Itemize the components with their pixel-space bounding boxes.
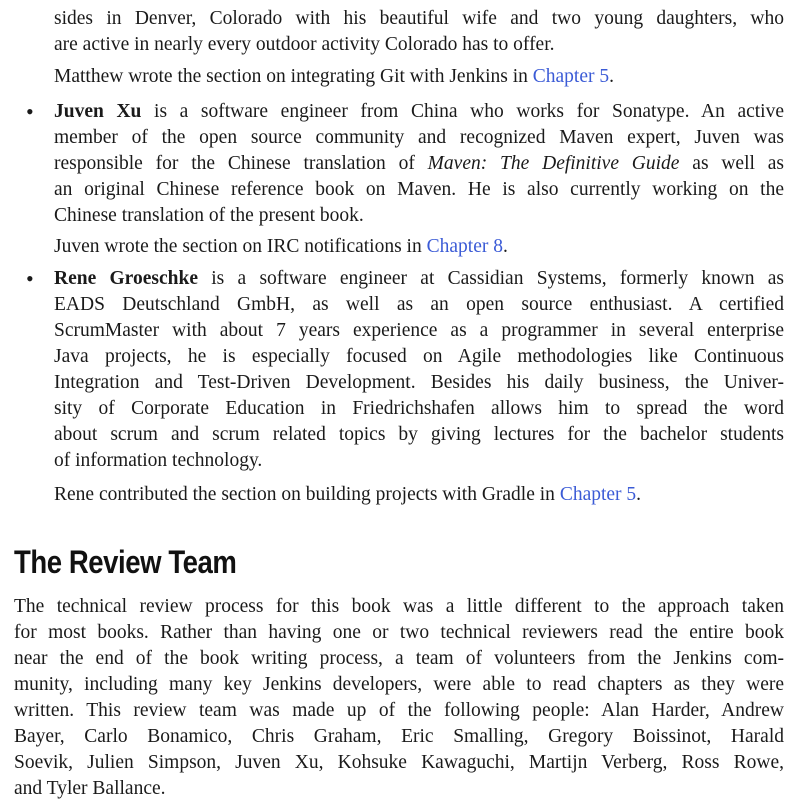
- text-line: an original Chinese reference book on Maven. He is also currently working on the: [54, 179, 784, 200]
- note-punct: .: [609, 66, 614, 87]
- contributor-name: Rene Groeschke: [54, 268, 198, 289]
- chapter-5-link[interactable]: Chapter 5: [559, 484, 637, 505]
- bio-text: is a software engineer from China who works for Sonatype. An active: [141, 101, 784, 122]
- note-punct: .: [636, 484, 642, 505]
- text-line: member of the open source community and recognized Maven expert, Juven was: [54, 127, 784, 148]
- text-line: for most books. Rather than having one or two technical reviewers read the entire book: [14, 622, 784, 643]
- bio-text: responsible for the Chinese translation of: [54, 153, 428, 174]
- text-line: of information technology.: [54, 450, 263, 471]
- text-line: [54, 266, 784, 292]
- review-team-paragraph: [14, 594, 784, 800]
- bio-juven-xu: [26, 99, 784, 229]
- text-line: about scrum and scrum related topics by giving lectures for the bachelor students: [54, 424, 784, 445]
- text-line: Chinese translation of the present book.: [54, 205, 364, 226]
- juven-contribution-note: [54, 234, 784, 260]
- contributor-name: Juven Xu: [54, 101, 142, 122]
- note-punct: .: [502, 236, 508, 257]
- text-line: Integration and Test-Driven Development. Besides his daily business, the Univer-: [54, 372, 784, 393]
- text-line: [54, 151, 784, 177]
- text-line: [54, 482, 784, 508]
- text-line: [54, 99, 784, 125]
- rene-contribution-note: [54, 482, 784, 508]
- text-line: ScrumMaster with about 7 years experience as a programmer in several enterprise: [54, 320, 784, 341]
- note-text: Matthew wrote the section on integrating Git with Jenkins in: [54, 66, 533, 87]
- text-line: Bayer, Carlo Bonamico, Chris Graham, Eric Smalling, Gregory Boissinot, Harald: [14, 726, 784, 747]
- note-text: Juven wrote the section on IRC notifications in: [54, 236, 427, 257]
- text-line: are active in nearly every outdoor activity Colorado has to offer.: [54, 34, 555, 55]
- text-line: near the end of the book writing process, a team of volunteers from the Jenkins com-: [14, 648, 784, 669]
- book-title: Maven: The Definitive Guide: [427, 153, 680, 174]
- text-line: sity of Corporate Education in Friedrichshafen allows him to spread the word: [54, 398, 784, 419]
- matthew-contribution-note: [54, 64, 784, 90]
- text-line: Java projects, he is especially focused on Agile methodologies like Continuous: [54, 346, 784, 367]
- section-heading: The Review Team: [14, 544, 237, 580]
- previous-bio-tail: [54, 6, 784, 58]
- text-line: sides in Denver, Colorado with his beautiful wife and two young daughters, who: [54, 8, 784, 29]
- bio-rene-groeschke: [26, 266, 785, 474]
- bullet-icon: •: [26, 266, 34, 291]
- text-line: munity, including many key Jenkins developers, were able to read chapters as they were: [14, 674, 784, 695]
- bio-text: as well as: [679, 153, 784, 174]
- text-line: written. This review team was made up of the following people: Alan Harder, Andrew: [14, 700, 784, 721]
- chapter-5-link[interactable]: Chapter 5: [532, 66, 610, 87]
- text-line: [54, 234, 784, 260]
- text-line: [54, 64, 784, 90]
- text-line: and Tyler Ballance.: [14, 778, 166, 799]
- text-line: EADS Deutschland GmbH, as well as an open source enthusiast. A certified: [54, 294, 784, 315]
- chapter-8-link[interactable]: Chapter 8: [426, 236, 503, 257]
- text-line: The technical review process for this book was a little different to the approach taken: [14, 596, 784, 617]
- note-text: Rene contributed the section on building projects with Gradle in: [54, 484, 560, 505]
- text-line: Soevik, Julien Simpson, Juven Xu, Kohsuke Kawaguchi, Martijn Verberg, Ross Rowe,: [14, 752, 784, 773]
- bio-text: is a software engineer at Cassidian Systems, formerly known as: [197, 268, 785, 289]
- bullet-icon: •: [26, 99, 34, 124]
